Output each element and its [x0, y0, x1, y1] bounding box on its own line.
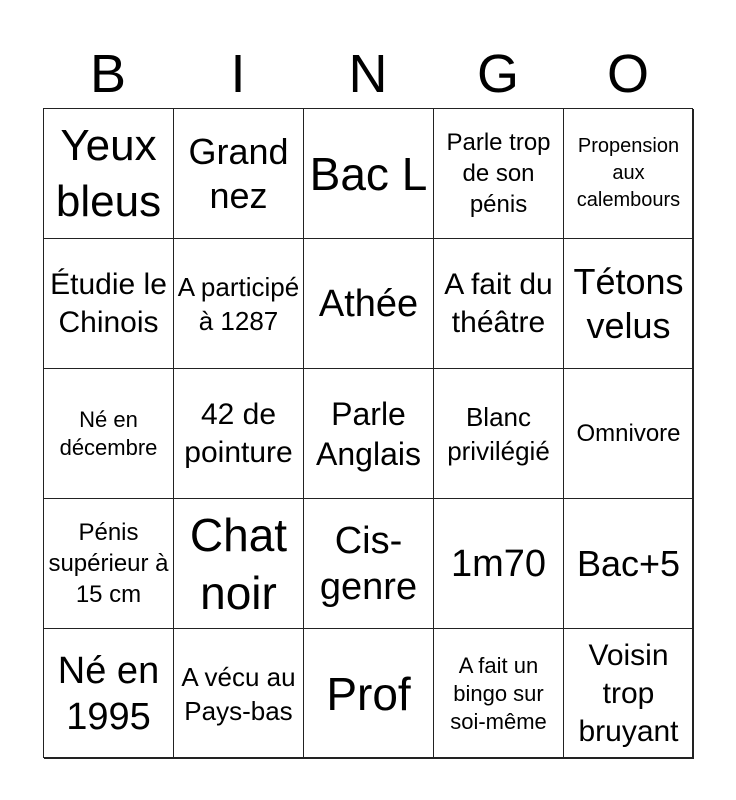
bingo-cell[interactable]: [304, 109, 434, 239]
cell-text: A vécu au Pays-bas: [181, 661, 296, 726]
header-letter-b: B: [89, 44, 127, 104]
bingo-cell[interactable]: [434, 239, 564, 369]
bingo-cell[interactable]: [564, 109, 694, 239]
cell-text: Né en 1995: [57, 649, 160, 738]
cell-text: Né en décembre: [59, 406, 158, 460]
cell-text: Athée: [318, 282, 419, 325]
bingo-cell[interactable]: [434, 499, 564, 629]
bingo-cell[interactable]: [564, 499, 694, 629]
header-letter-o: O: [606, 44, 649, 104]
bingo-cell[interactable]: [44, 239, 174, 369]
cell-text: Tétons velus: [573, 260, 684, 346]
cell-text: A participé à 1287: [177, 271, 300, 336]
bingo-cell[interactable]: [174, 499, 304, 629]
cell-text: Prof: [326, 667, 411, 720]
cell-text: Parle trop de son pénis: [446, 129, 551, 218]
header-letter-n: N: [348, 44, 388, 104]
bingo-cell[interactable]: [174, 109, 304, 239]
bingo-cell[interactable]: [174, 629, 304, 759]
cell-text: Voisin trop bruyant: [578, 638, 679, 748]
cell-text: Pénis supérieur à 15 cm: [48, 519, 169, 608]
cell-text: 1m70: [450, 542, 547, 585]
bingo-cell[interactable]: [304, 369, 434, 499]
cell-text: Blanc privilégié: [447, 401, 550, 466]
header-letter-g: G: [476, 44, 519, 104]
bingo-cell[interactable]: [564, 369, 694, 499]
bingo-cell[interactable]: [434, 369, 564, 499]
header-letter-i: I: [230, 44, 246, 104]
cell-text: Bac+5: [576, 542, 681, 584]
cell-text: Étudie le Chinois: [50, 267, 167, 339]
cell-text: Omnivore: [576, 420, 681, 447]
bingo-cell[interactable]: [564, 239, 694, 369]
bingo-cell[interactable]: [44, 109, 174, 239]
bingo-cell[interactable]: [174, 239, 304, 369]
cell-text: Parle Anglais: [316, 395, 421, 472]
bingo-cell[interactable]: [44, 629, 174, 759]
bingo-cell[interactable]: [434, 629, 564, 759]
cell-text: Propension aux calembours: [576, 135, 681, 211]
bingo-cell[interactable]: [304, 629, 434, 759]
cell-text: Yeux bleus: [55, 120, 162, 226]
bingo-cell[interactable]: [564, 629, 694, 759]
cell-text: Chat noir: [189, 508, 288, 619]
cell-text: Cis-genre: [319, 519, 418, 608]
bingo-header: [43, 40, 693, 108]
bingo-cell[interactable]: [434, 109, 564, 239]
cell-text: Grand nez: [188, 130, 289, 216]
bingo-cell[interactable]: [44, 499, 174, 629]
bingo-cell[interactable]: [304, 239, 434, 369]
bingo-cell[interactable]: [304, 499, 434, 629]
cell-text: A fait un bingo sur soi-même: [450, 652, 547, 734]
bingo-board: [43, 108, 693, 758]
cell-text: 42 de pointure: [184, 397, 293, 469]
cell-text: A fait du théâtre: [444, 267, 553, 339]
bingo-cell[interactable]: [44, 369, 174, 499]
bingo-cell[interactable]: [174, 369, 304, 499]
cell-text: Bac L: [309, 147, 428, 200]
